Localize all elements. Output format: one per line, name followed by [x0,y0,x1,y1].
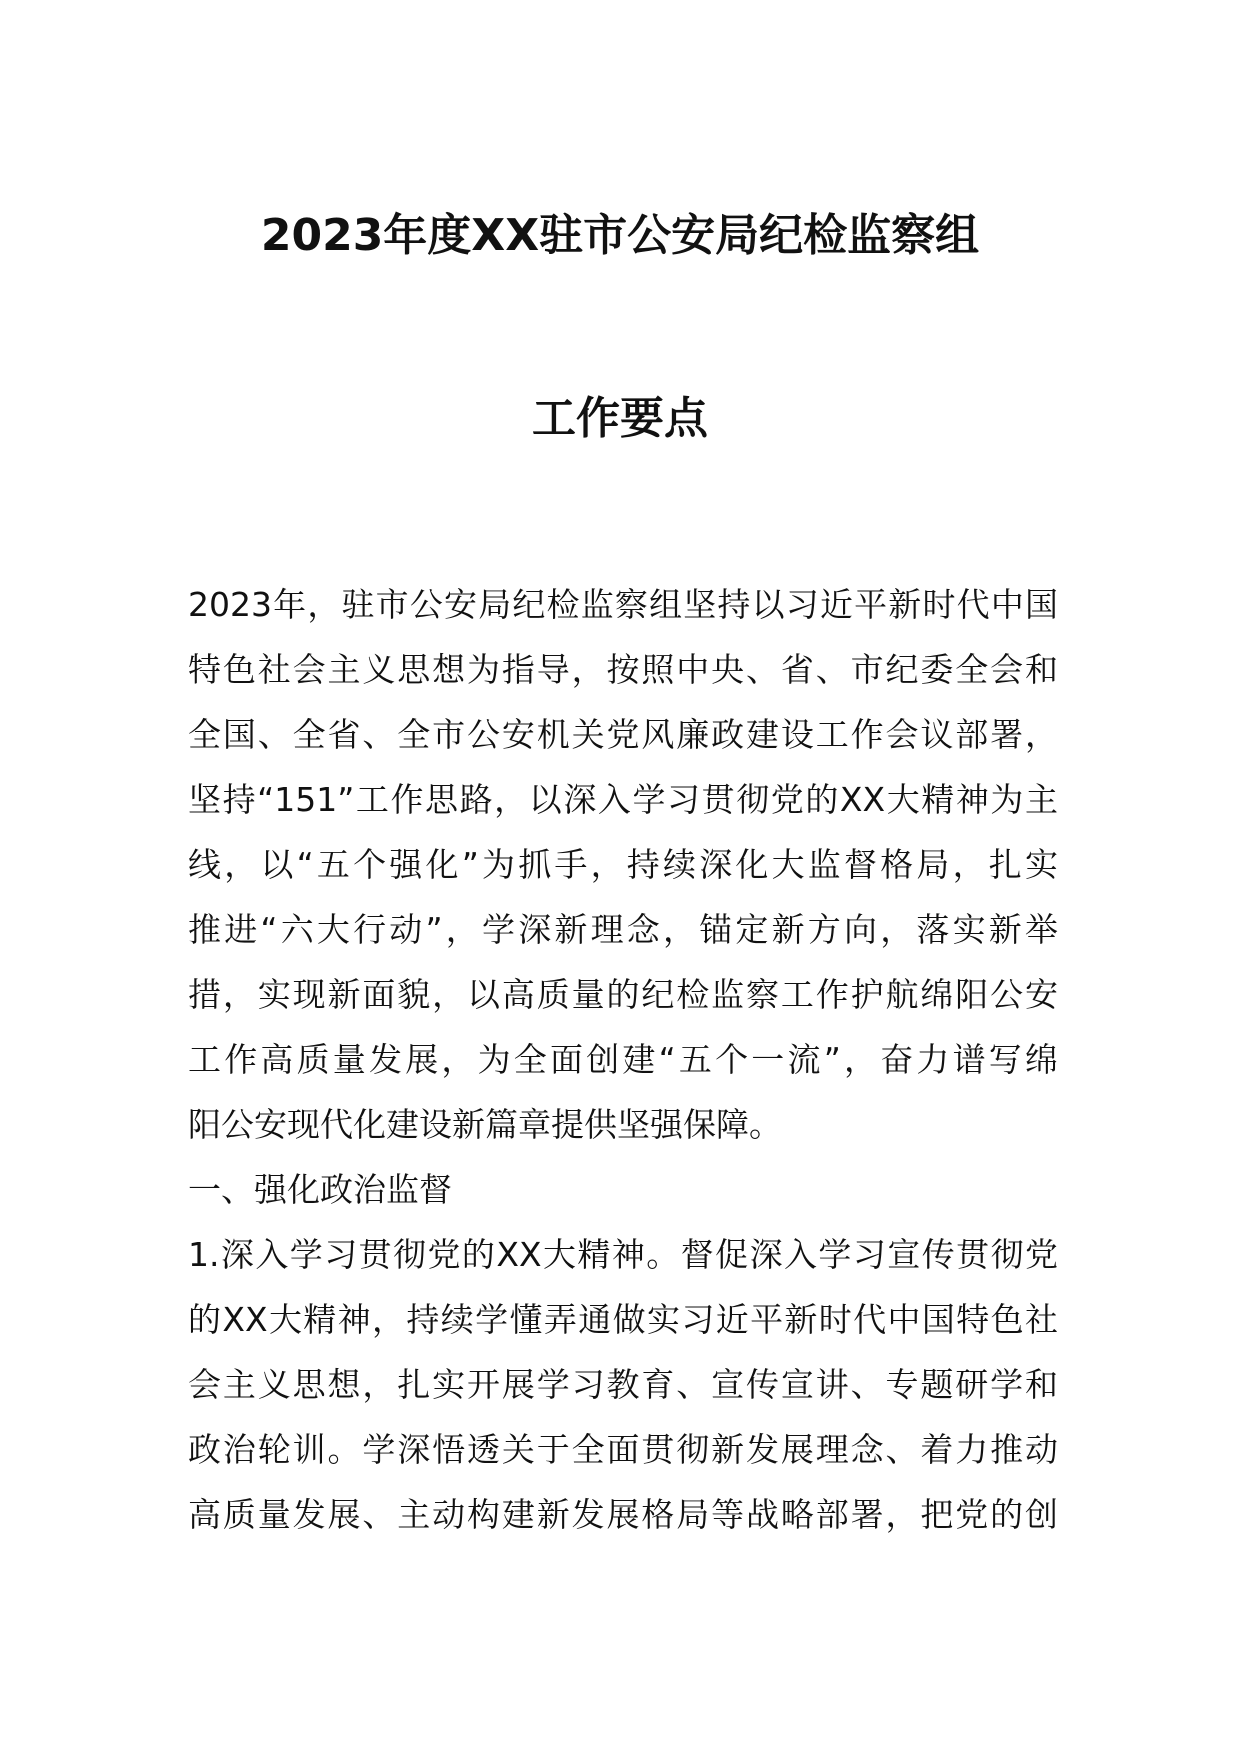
body-line: 线，以“五个强化”为抓手，持续深化大监督格局，扎实 [188,845,1058,884]
document-title-line-2: 工作要点 [532,393,708,444]
section-heading: 一、强化政治监督 [188,1170,452,1209]
body-line: 会主义思想，扎实开展学习教育、宣传宣讲、专题研学和 [188,1365,1058,1404]
body-line: 政治轮训。学深悟透关于全面贯彻新发展理念、着力推动 [188,1430,1058,1469]
body-line: 推进“六大行动”，学深新理念，锚定新方向，落实新举 [188,910,1058,949]
body-line: 全国、全省、全市公安机关党风廉政建设工作会议部署， [188,715,1058,754]
body-line: 阳公安现代化建设新篇章提供坚强保障。 [188,1105,782,1144]
body-line: 措，实现新面貌，以高质量的纪检监察工作护航绵阳公安 [188,975,1058,1014]
body-line: 高质量发展、主动构建新发展格局等战略部署，把党的创 [188,1495,1058,1534]
body-line: 坚持“151”工作思路，以深入学习贯彻党的XX大精神为主 [188,780,1058,819]
body-line: 工作高质量发展，为全面创建“五个一流”，奋力谱写绵 [188,1040,1058,1079]
body-line: 的XX大精神，持续学懂弄通做实习近平新时代中国特色社 [188,1300,1058,1339]
body-line: 特色社会主义思想为指导，按照中央、省、市纪委全会和 [188,650,1058,689]
document-title-line-1: 2023年度XX驻市公安局纪检监察组 [260,210,980,261]
body-line: 1.深入学习贯彻党的XX大精神。督促深入学习宣传贯彻党 [188,1235,1058,1274]
body-line: 2023年，驻市公安局纪检监察组坚持以习近平新时代中国 [188,585,1058,624]
document-body [188,572,1058,1547]
